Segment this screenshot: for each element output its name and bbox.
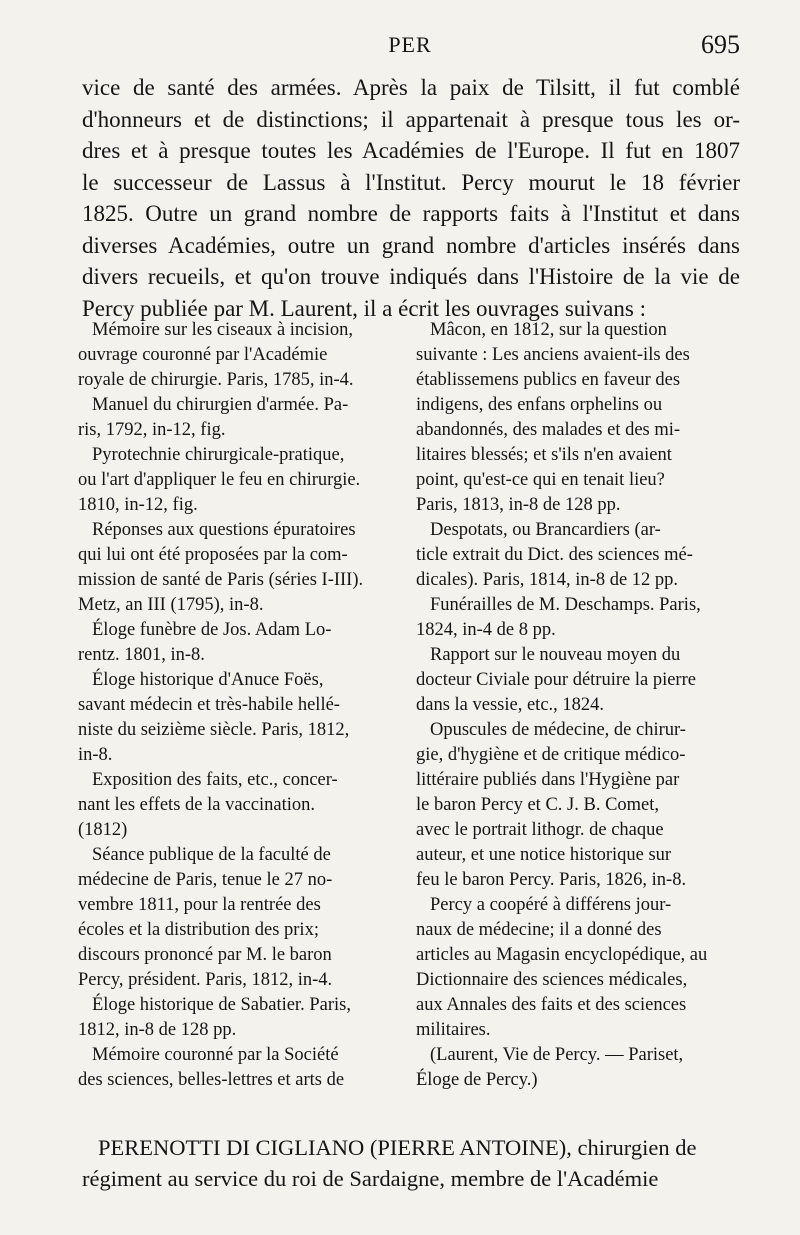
bibliography-entry — [78, 318, 388, 393]
bibliography-entry — [416, 518, 742, 593]
entry-line: qui lui ont été proposées par la com- — [78, 545, 348, 565]
bibliography-entry — [416, 893, 742, 1043]
bibliography-entry — [78, 1043, 388, 1093]
bibliography-entry — [78, 768, 388, 843]
entry-line: Manuel du chirurgien d'armée. Pa- — [92, 395, 349, 415]
entry-line: Exposition des faits, etc., concer- — [92, 770, 338, 790]
bibliography-entry — [78, 618, 388, 668]
bibliography-entry — [78, 843, 388, 993]
intro-line: 1825. Outre un grand nombre de rapports faits à l'Institut et dans — [82, 201, 740, 226]
entry-line: point, qu'est-ce qui en tenait lieu? — [416, 470, 665, 490]
entry-line: littéraire publiés dans l'Hygiène par — [416, 770, 680, 790]
bibliography-entry — [78, 393, 388, 443]
entry-line: Mémoire sur les ciseaux à incision, — [92, 320, 353, 340]
entry-line: aux Annales des faits et des sciences — [416, 995, 687, 1015]
intro-line: le successeur de Lassus à l'Institut. Percy mourut le 18 février — [82, 169, 740, 195]
entry-line: Réponses aux questions épuratoires — [92, 520, 356, 540]
intro-line: d'honneurs et de distinctions; il appartenait à presque tous les or- — [82, 106, 740, 132]
entry-line: naux de médecine; il a donné des — [416, 920, 662, 940]
entry-line: niste du seizième siècle. Paris, 1812, — [78, 720, 350, 740]
bibliography-entry — [416, 718, 742, 893]
entry-line: ticle extrait du Dict. des sciences mé- — [416, 545, 693, 565]
entry-line: 1812, in-8 de 128 pp. — [78, 1020, 237, 1040]
entry-line: in-8. — [78, 745, 113, 765]
entry-line: Rapport sur le nouveau moyen du — [430, 645, 681, 665]
entry-line: médecine de Paris, tenue le 27 no- — [78, 870, 333, 890]
entry-line: dans la vessie, etc., 1824. — [416, 695, 605, 715]
entry-line: vembre 1811, pour la rentrée des — [78, 895, 321, 915]
left-column — [78, 318, 388, 1093]
bibliography-entry — [78, 518, 388, 618]
entry-line: Mémoire couronné par la Société — [92, 1045, 339, 1065]
bibliography-columns — [78, 318, 742, 1178]
entry-line: ris, 1792, in-12, fig. — [78, 420, 226, 440]
intro-line: Percy publiée par M. Laurent, il a écrit les ouvrages suivans : — [82, 295, 646, 321]
bibliography-entry — [416, 593, 742, 643]
entry-line: discours prononcé par M. le baron — [78, 945, 332, 965]
entry-line: avec le portrait lithogr. de chaque — [416, 820, 664, 840]
intro-line: diverses Académies, outre un grand nombre d'articles insérés dans — [82, 232, 740, 258]
entry-line: établissemens publics en faveur des — [416, 370, 681, 390]
entry-line: nant les effets de la vaccination. — [78, 795, 315, 815]
entry-line: militaires. — [416, 1020, 491, 1040]
entry-line: suivante : Les anciens avaient-ils des — [416, 345, 690, 365]
entry-line: indigens, des enfans orphelins ou — [416, 395, 663, 415]
entry-line: Percy, président. Paris, 1812, in-4. — [78, 970, 333, 990]
entry-line: auteur, et une notice historique sur — [416, 845, 672, 865]
entry-line: Séance publique de la faculté de — [92, 845, 331, 865]
right-column — [416, 318, 742, 1093]
entry-line: Éloge de Percy.) — [416, 1070, 538, 1090]
entry-line: 1810, in-12, fig. — [78, 495, 198, 515]
entry-line: Dictionnaire des sciences médicales, — [416, 970, 688, 990]
page-number: 695 — [701, 30, 740, 59]
entry-line: Despotats, ou Brancardiers (ar- — [430, 520, 661, 540]
entry-line: mission de santé de Paris (séries I-III). — [78, 570, 364, 590]
entry-line: ouvrage couronné par l'Académie — [78, 345, 328, 365]
entry-line: Pyrotechnie chirurgicale-pratique, — [92, 445, 345, 465]
bibliography-entry — [416, 318, 742, 518]
intro-paragraph — [82, 72, 740, 324]
entry-line: Éloge historique d'Anuce Foës, — [92, 670, 324, 690]
entry-line: rentz. 1801, in-8. — [78, 645, 205, 665]
intro-line: divers recueils, et qu'on trouve indiqués dans l'Histoire de la vie de — [82, 264, 740, 289]
page-header — [80, 28, 740, 62]
entry-line: des sciences, belles-lettres et arts de — [78, 1070, 345, 1090]
next-entry — [82, 1132, 750, 1194]
running-head: PER — [388, 32, 432, 57]
entry-line: savant médecin et très-habile hellé- — [78, 695, 340, 715]
next-entry-line: régiment au service du roi de Sardaigne, membre de l'Académie — [82, 1166, 659, 1191]
entry-line: 1824, in-4 de 8 pp. — [416, 620, 556, 640]
entry-line: Percy a coopéré à différens jour- — [430, 895, 672, 915]
entry-line: articles au Magasin encyclopédique, au — [416, 945, 708, 965]
entry-line: Mâcon, en 1812, sur la question — [430, 320, 667, 340]
entry-line: dicales). Paris, 1814, in-8 de 12 pp. — [416, 570, 679, 590]
bibliography-entry — [78, 443, 388, 518]
entry-line: Metz, an III (1795), in-8. — [78, 595, 264, 615]
entry-line: Éloge funèbre de Jos. Adam Lo- — [92, 620, 332, 640]
entry-line: Éloge historique de Sabatier. Paris, — [92, 995, 351, 1015]
entry-line: (Laurent, Vie de Percy. — Pariset, — [430, 1045, 684, 1065]
entry-line: abandonnés, des malades et des mi- — [416, 420, 681, 440]
entry-line: litaires blessés; et s'ils n'en avaient — [416, 445, 672, 465]
entry-line: Funérailles de M. Deschamps. Paris, — [430, 595, 701, 615]
entry-line: Opuscules de médecine, de chirur- — [430, 720, 686, 740]
entry-line: gie, d'hygiène et de critique médico- — [416, 745, 686, 765]
entry-line: ou l'art d'appliquer le feu en chirurgie. — [78, 470, 361, 490]
entry-line: Paris, 1813, in-8 de 128 pp. — [416, 495, 621, 515]
entry-line: royale de chirurgie. Paris, 1785, in-4. — [78, 370, 354, 390]
intro-line: dres et à presque toutes les Académies de l'Europe. Il fut en 1807 — [82, 138, 740, 163]
entry-line: (1812) — [78, 820, 128, 840]
entry-line: le baron Percy et C. J. B. Comet, — [416, 795, 660, 815]
intro-line: vice de santé des armées. Après la paix de Tilsitt, il fut comblé — [82, 75, 740, 100]
bibliography-entry — [416, 643, 742, 718]
next-entry-line: PERENOTTI DI CIGLIANO (PIERRE ANTOINE), chirurgien de — [98, 1135, 697, 1160]
entry-line: écoles et la distribution des prix; — [78, 920, 319, 940]
entry-line: docteur Civiale pour détruire la pierre — [416, 670, 696, 690]
entry-line: feu le baron Percy. Paris, 1826, in-8. — [416, 870, 687, 890]
bibliography-entry — [78, 993, 388, 1043]
bibliography-entry — [78, 668, 388, 768]
bibliography-entry — [416, 1043, 742, 1093]
